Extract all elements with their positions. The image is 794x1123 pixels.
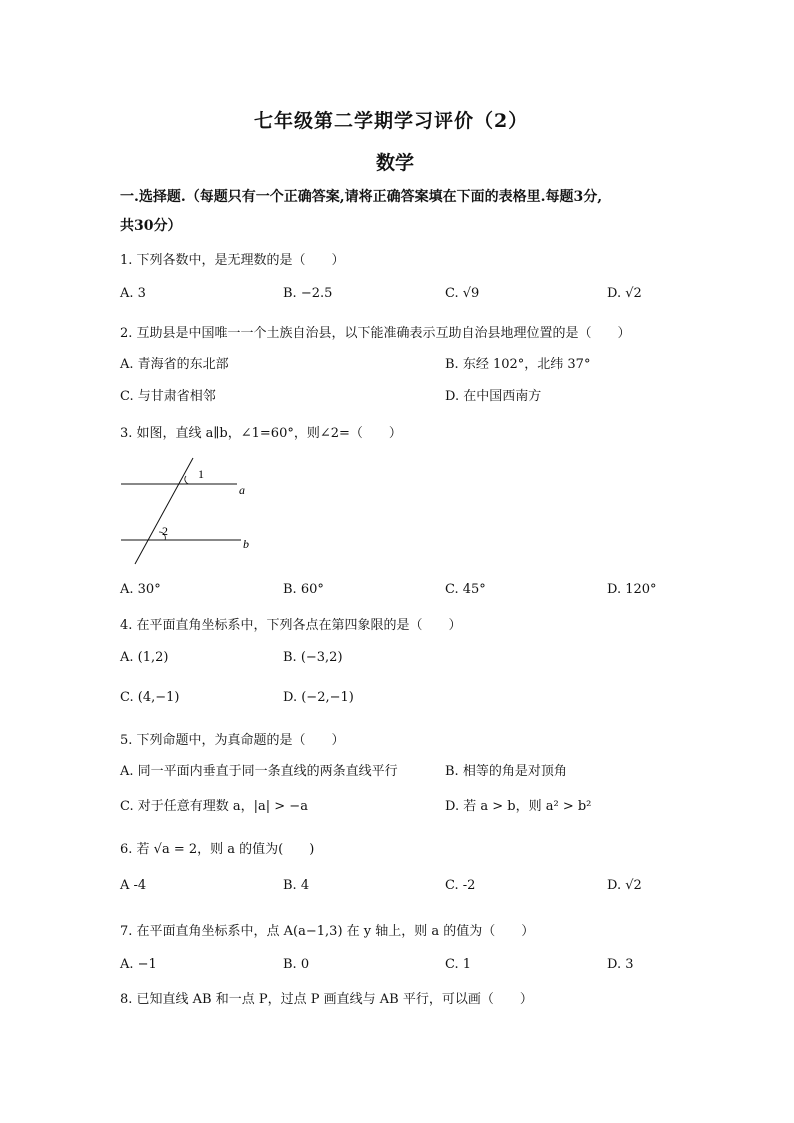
question-3-option-b: B. 60°	[283, 582, 324, 597]
question-4-option-a: A. (1,2)	[120, 650, 169, 665]
angle-1-label: 1	[198, 467, 204, 481]
page-title: 七年级第二学期学习评价（2）	[254, 110, 529, 132]
line-a-label: a	[239, 483, 245, 497]
line-b-label: b	[243, 537, 249, 551]
question-1-option-b: B. −2.5	[283, 286, 333, 301]
question-6-stem: 6. 若 √a = 2，则 a 的值为( )	[120, 842, 315, 857]
question-4-stem: 4. 在平面直角坐标系中，下列各点在第四象限的是（ ）	[120, 618, 462, 633]
question-1-option-a: A. 3	[120, 286, 146, 301]
question-2-option-b: B. 东经 102°，北纬 37°	[445, 357, 591, 372]
question-6-option-c: C. -2	[445, 878, 476, 893]
question-2-stem: 2. 互助县是中国唯一一个土族自治县，以下能准确表示互助自治县地理位置的是（ ）	[120, 326, 631, 341]
question-1-option-c: C. √9	[445, 286, 480, 301]
section-heading-line2: 共30分）	[120, 218, 182, 234]
question-2-option-a: A. 青海省的东北部	[120, 357, 229, 372]
question-4-option-b: B. (−3,2)	[283, 650, 343, 665]
angle-2-label: 2	[162, 524, 168, 538]
question-3-option-c: C. 45°	[445, 582, 486, 597]
question-7-option-b: B. 0	[283, 957, 310, 972]
question-3-option-a: A. 30°	[120, 582, 161, 597]
question-5-stem: 5. 下列命题中，为真命题的是（ ）	[120, 733, 345, 748]
question-5-option-d: D. 若 a > b，则 a² > b²	[445, 799, 592, 814]
question-1-option-d: D. √2	[607, 286, 642, 301]
question-3-option-d: D. 120°	[607, 582, 657, 597]
question-1-stem: 1. 下列各数中，是无理数的是（ ）	[120, 253, 345, 268]
question-2-option-d: D. 在中国西南方	[445, 389, 542, 404]
question-4-option-c: C. (4,−1)	[120, 690, 180, 705]
question-7-option-a: A. −1	[120, 957, 157, 972]
question-6-option-a: A -4	[120, 878, 147, 893]
question-7-option-c: C. 1	[445, 957, 472, 972]
question-5-option-b: B. 相等的角是对顶角	[445, 764, 567, 779]
question-8-stem: 8. 已知直线 AB 和一点 P，过点 P 画直线与 AB 平行，可以画（ ）	[120, 992, 533, 1007]
question-7-option-d: D. 3	[607, 957, 634, 972]
question-5-option-a: A. 同一平面内垂直于同一条直线的两条直线平行	[120, 764, 398, 779]
parallel-lines-figure	[115, 456, 275, 568]
question-6-option-b: B. 4	[283, 878, 310, 893]
question-3-stem: 3. 如图，直线 a∥b，∠1=60°，则∠2=（ ）	[120, 426, 402, 441]
section-heading-line1: 一.选择题.（每题只有一个正确答案,请将正确答案填在下面的表格里.每题3分,	[120, 189, 603, 205]
question-7-stem: 7. 在平面直角坐标系中，点 A(a−1,3) 在 y 轴上，则 a 的值为（ ）	[120, 924, 535, 939]
question-6-option-d: D. √2	[607, 878, 642, 893]
question-4-option-d: D. (−2,−1)	[283, 690, 354, 705]
question-2-option-c: C. 与甘肃省相邻	[120, 389, 216, 404]
subject-title: 数学	[376, 152, 415, 174]
question-5-option-c: C. 对于任意有理数 a，|a| > −a	[120, 799, 308, 814]
